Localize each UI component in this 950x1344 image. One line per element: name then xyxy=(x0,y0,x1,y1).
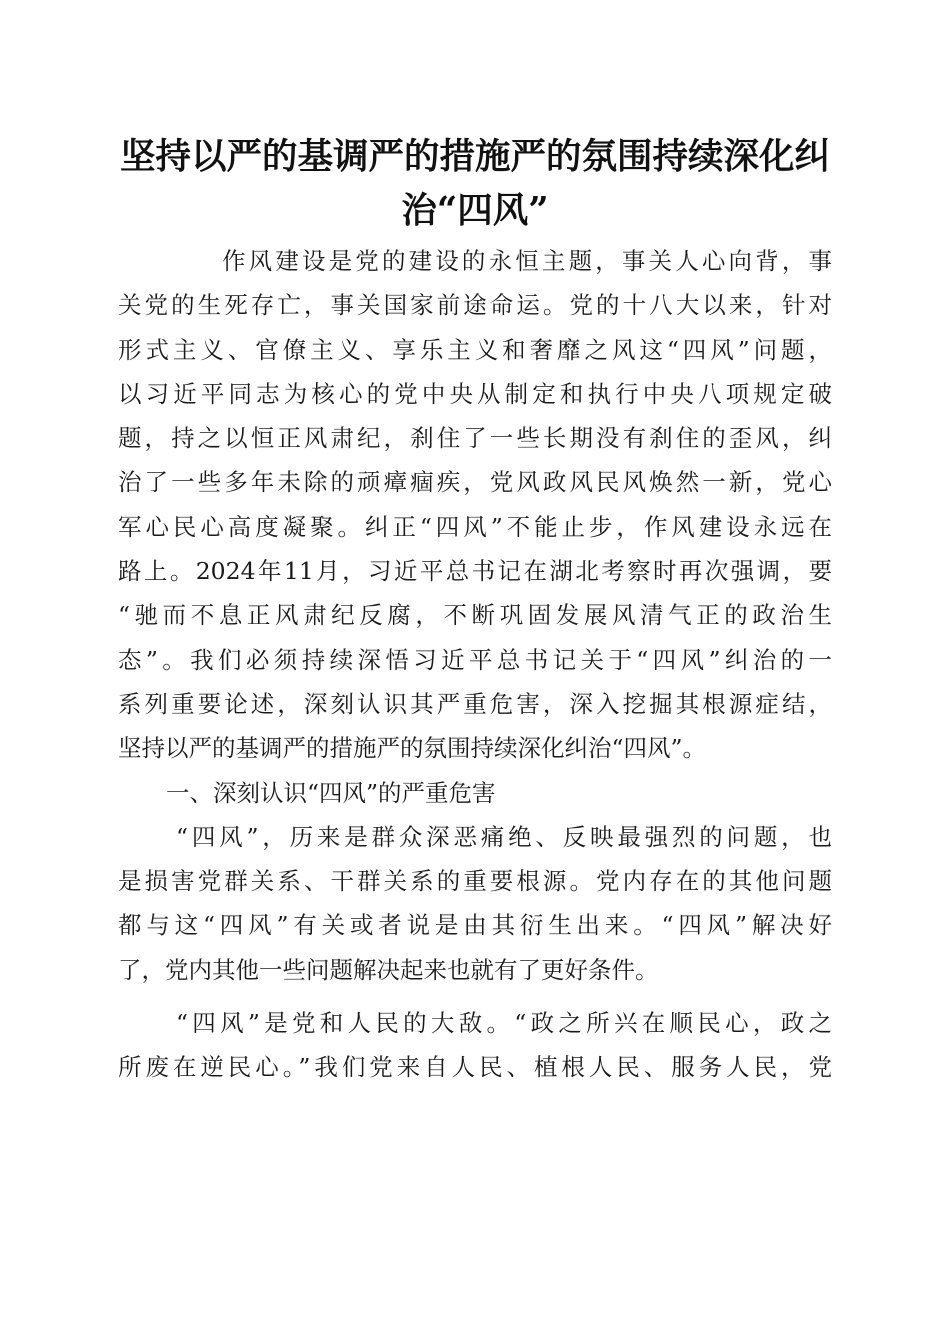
text-line: 路上。2024年11月，习近平总书记在湖北考察时再次强调，要 xyxy=(118,557,832,586)
paragraph-gap xyxy=(118,992,832,1001)
heading-line: 一、深刻认识“四风”的严重危害 xyxy=(166,778,496,807)
title-line: 治“四风” xyxy=(401,190,549,231)
paragraph xyxy=(118,815,832,992)
text-line: “四风”，历来是群众深恶痛绝、反映最强烈的问题，也 xyxy=(176,822,832,851)
text-line: “驰而不息正风肃纪反腐，不断巩固发展风清气正的政治生 xyxy=(118,601,832,630)
text-line: “四风”是党和人民的大敌。“政之所兴在顺民心，政之 xyxy=(176,1009,832,1038)
text-line: 作风建设是党的建设的永恒主题，事关人心向背，事 xyxy=(222,247,832,275)
text-line: 军心民心高度凝聚。纠正“四风”不能止步，作风建设永远在 xyxy=(118,512,832,541)
text-line: 关党的生死存亡，事关国家前途命运。党的十八大以来，针对 xyxy=(118,291,832,320)
text-line: 了，党内其他一些问题解决起来也就有了更好条件。 xyxy=(118,955,659,984)
paragraph xyxy=(118,1001,832,1090)
text-line: 形式主义、官僚主义、享乐主义和奢靡之风这“四风”问题， xyxy=(118,335,832,364)
text-line: 坚持以严的基调严的措施严的氛围持续深化纠治“四风”。 xyxy=(118,734,707,763)
text-line: 所废在逆民心。”我们党来自人民、植根人民、服务人民，党 xyxy=(118,1053,832,1082)
document-title xyxy=(110,130,840,238)
title-line: 坚持以严的基调严的措施严的氛围持续深化纠 xyxy=(119,136,830,177)
text-line: 治了一些多年未除的顽瘴痼疾，党风政风民风焕然一新，党心 xyxy=(118,468,832,497)
paragraph-intro xyxy=(118,239,832,771)
text-line: 系列重要论述，深刻认识其严重危害，深入挖掘其根源症结， xyxy=(118,689,832,718)
text-line: 以习近平同志为核心的党中央从制定和执行中央八项规定破 xyxy=(118,379,832,408)
text-line: 题，持之以恒正风肃纪，刹住了一些长期没有刹住的歪风，纠 xyxy=(118,424,832,453)
text-line: 都与这“四风”有关或者说是由其衍生出来。“四风”解决好 xyxy=(118,911,832,940)
text-line: 是损害党群关系、干群关系的重要根源。党内存在的其他问题 xyxy=(118,867,832,896)
document-body xyxy=(118,239,832,1090)
section-heading xyxy=(118,771,832,815)
text-line: 态”。我们必须持续深悟习近平总书记关于“四风”纠治的一 xyxy=(118,645,832,674)
